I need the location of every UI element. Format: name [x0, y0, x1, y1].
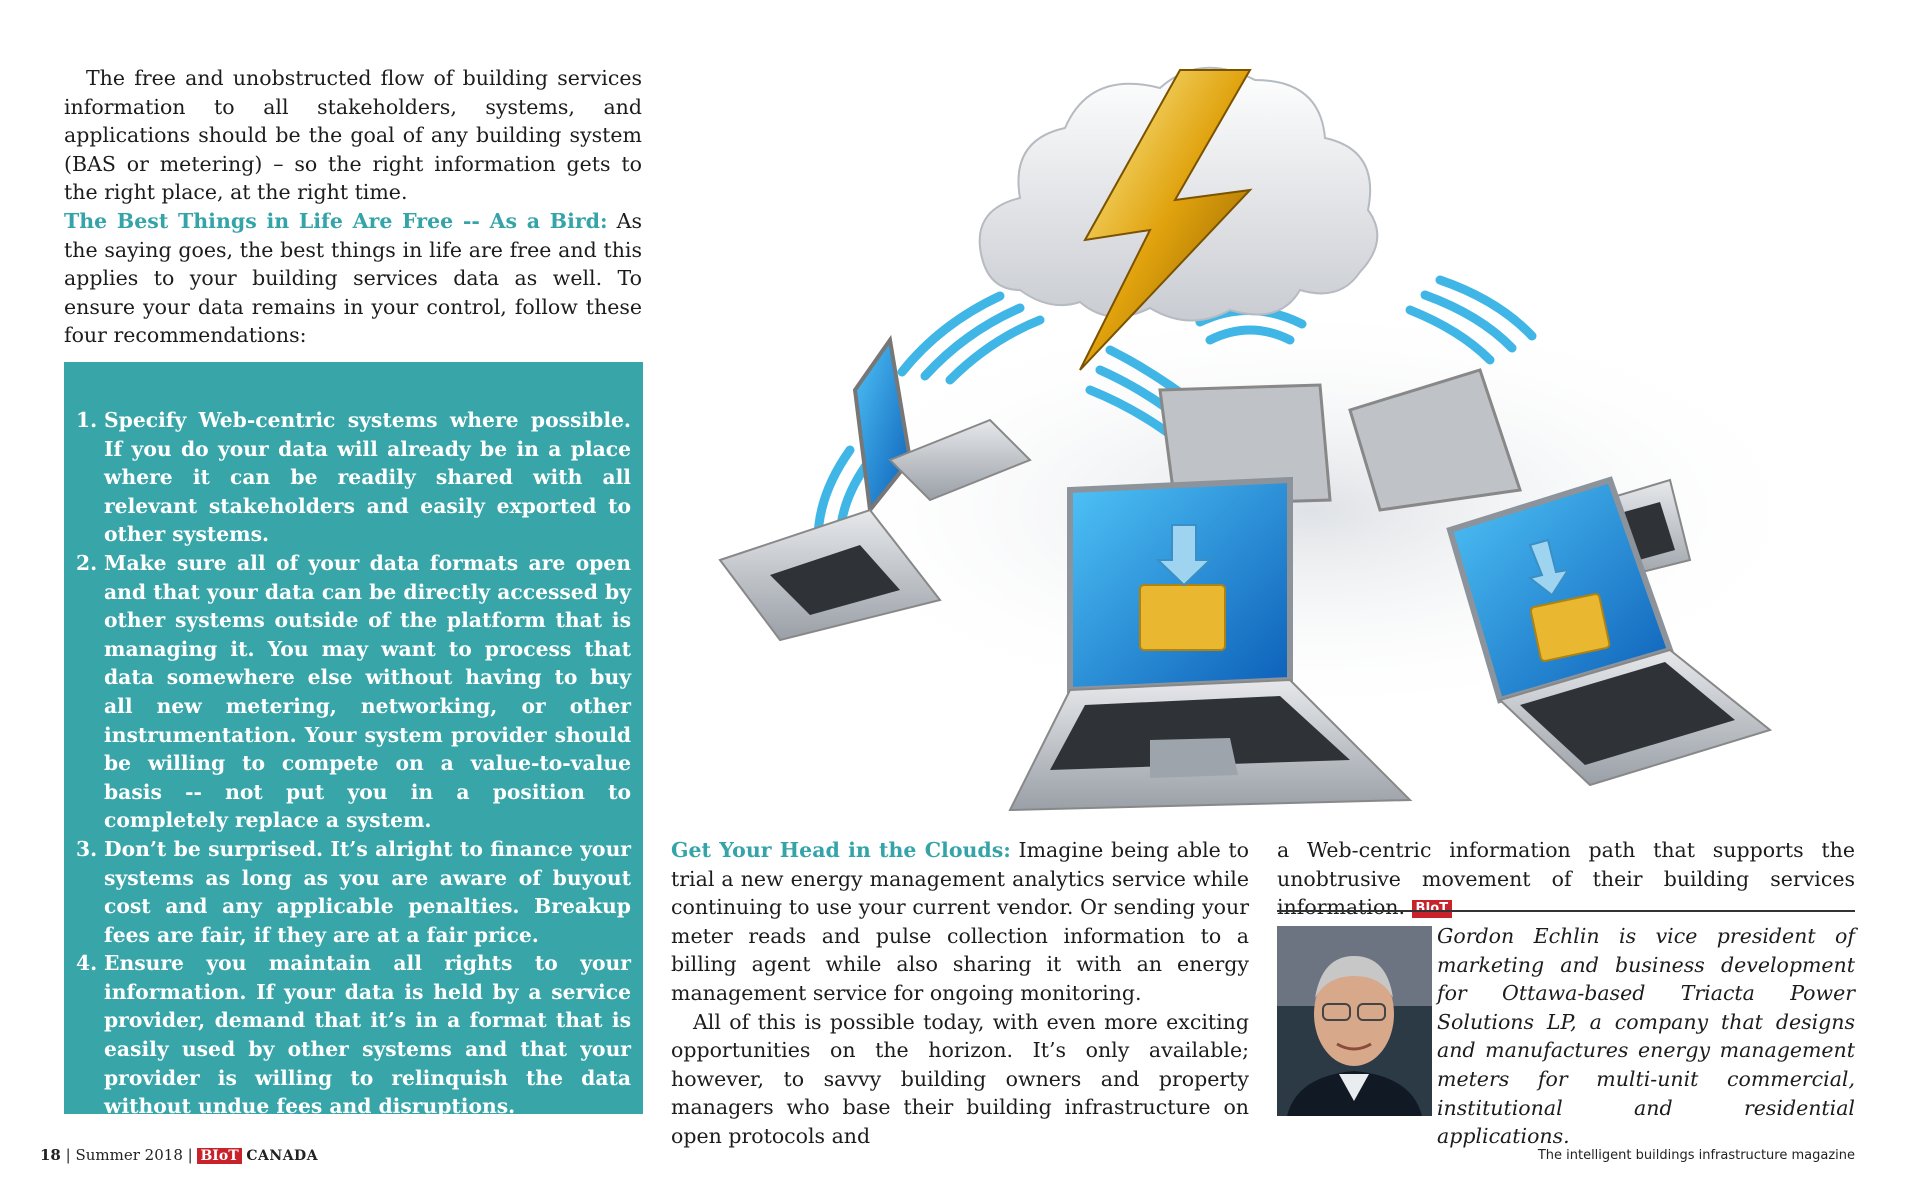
footer-separator: |	[187, 1146, 198, 1164]
page-footer-left	[40, 1146, 318, 1164]
author-divider	[1277, 910, 1855, 912]
folder-icon	[1140, 585, 1225, 650]
possible-today-paragraph: All of this is possible today, with even more exciting opportunities on the horizon. It’s only available; however, to savvy building owners and property managers who base their building infrastructure on open protocols and	[671, 1009, 1249, 1148]
recommendations-list	[76, 406, 631, 1121]
column-middle	[671, 836, 1249, 1151]
issue-label: Summer 2018	[75, 1146, 183, 1164]
magazine-tagline: The intelligent buildings infrastructure magazine	[1537, 1148, 1855, 1163]
closing-paragraph	[1277, 836, 1855, 922]
head-in-clouds-body: Imagine being able to trial a new energy management analytics service while continuing to use your current vendor. Or sending your meter reads and pulse collection information to a billing agent while also sharing it with an energy management service for ongoing monitoring.	[671, 838, 1249, 1005]
item-text: Ensure you maintain all rights to your information. If your data is held by a service provider, demand that it’s in a format that is easily used by other systems and that your provider is willing to relinquish the data without undue fees and disruptions.	[104, 951, 631, 1119]
item-text: Make sure all of your data formats are open and that your data can be directly accessed by other systems outside of the platform that is managing it. You may want to process that data somewhere else without having to buy all new metering, networking, or other instrumentation. Your system provider should be willing to compete on a value-to-value basis -- not put you in a position to completely replace a system.	[104, 550, 631, 833]
recommendation-item	[76, 406, 631, 549]
section-lead-clouds: Get Your Head in the Clouds:	[671, 838, 1011, 862]
cloud-network-illustration	[690, 40, 1870, 820]
free-as-bird-paragraph	[64, 207, 642, 350]
item-text: Don’t be surprised. It’s alright to finance your systems as long as you are aware of buyout cost and any applicable penalties. Breakup fees are fair, if they are at a fair price.	[104, 836, 631, 947]
page-number: 18	[40, 1146, 61, 1164]
recommendation-item	[76, 549, 631, 835]
recommendation-item	[76, 949, 631, 1121]
head-in-clouds-paragraph	[671, 836, 1249, 1008]
free-as-bird-body: As the saying goes, the best things in life are free and this applies to your building services data as well. To ensure your data remains in your control, follow these four recommendations:	[64, 208, 642, 348]
item-number: 3.	[76, 836, 98, 861]
footer-separator: |	[65, 1146, 76, 1164]
recommendations-box	[64, 362, 643, 1119]
intro-text	[64, 64, 642, 350]
column-right	[1277, 836, 1855, 922]
magazine-logo-text: CANADA	[246, 1148, 319, 1164]
author-bio: Gordon Echlin is vice president of marketing and business development for Ottawa-based Triacta Power Solutions LP, a company that designs and manufactures energy management meters for multi-unit commercial, institutional and residential applications.	[1437, 924, 1855, 1149]
item-text: Specify Web-centric systems where possible. If you do your data will already be in a place where it can be readily shared with all relevant stakeholders and easily exported to other systems.	[104, 408, 631, 547]
recommendation-item	[76, 835, 631, 949]
author-portrait	[1277, 926, 1432, 1116]
item-number: 4.	[76, 951, 98, 976]
closing-text: a Web-centric information path that supports the unobtrusive movement of their building services information.	[1277, 838, 1855, 920]
magazine-logo: BIoT	[197, 1148, 241, 1164]
end-mark-logo: BIoT	[1412, 900, 1453, 918]
intro-paragraph: The free and unobstructed flow of building services information to all stakeholders, systems, and applications should be the goal of any building system (BAS or metering) – so the right information gets to the right place, at the right time.	[64, 66, 642, 205]
section-lead-free: The Best Things in Life Are Free -- As a Bird:	[64, 208, 608, 233]
item-number: 2.	[76, 550, 98, 575]
author-photo	[1277, 926, 1432, 1116]
item-number: 1.	[76, 408, 98, 432]
